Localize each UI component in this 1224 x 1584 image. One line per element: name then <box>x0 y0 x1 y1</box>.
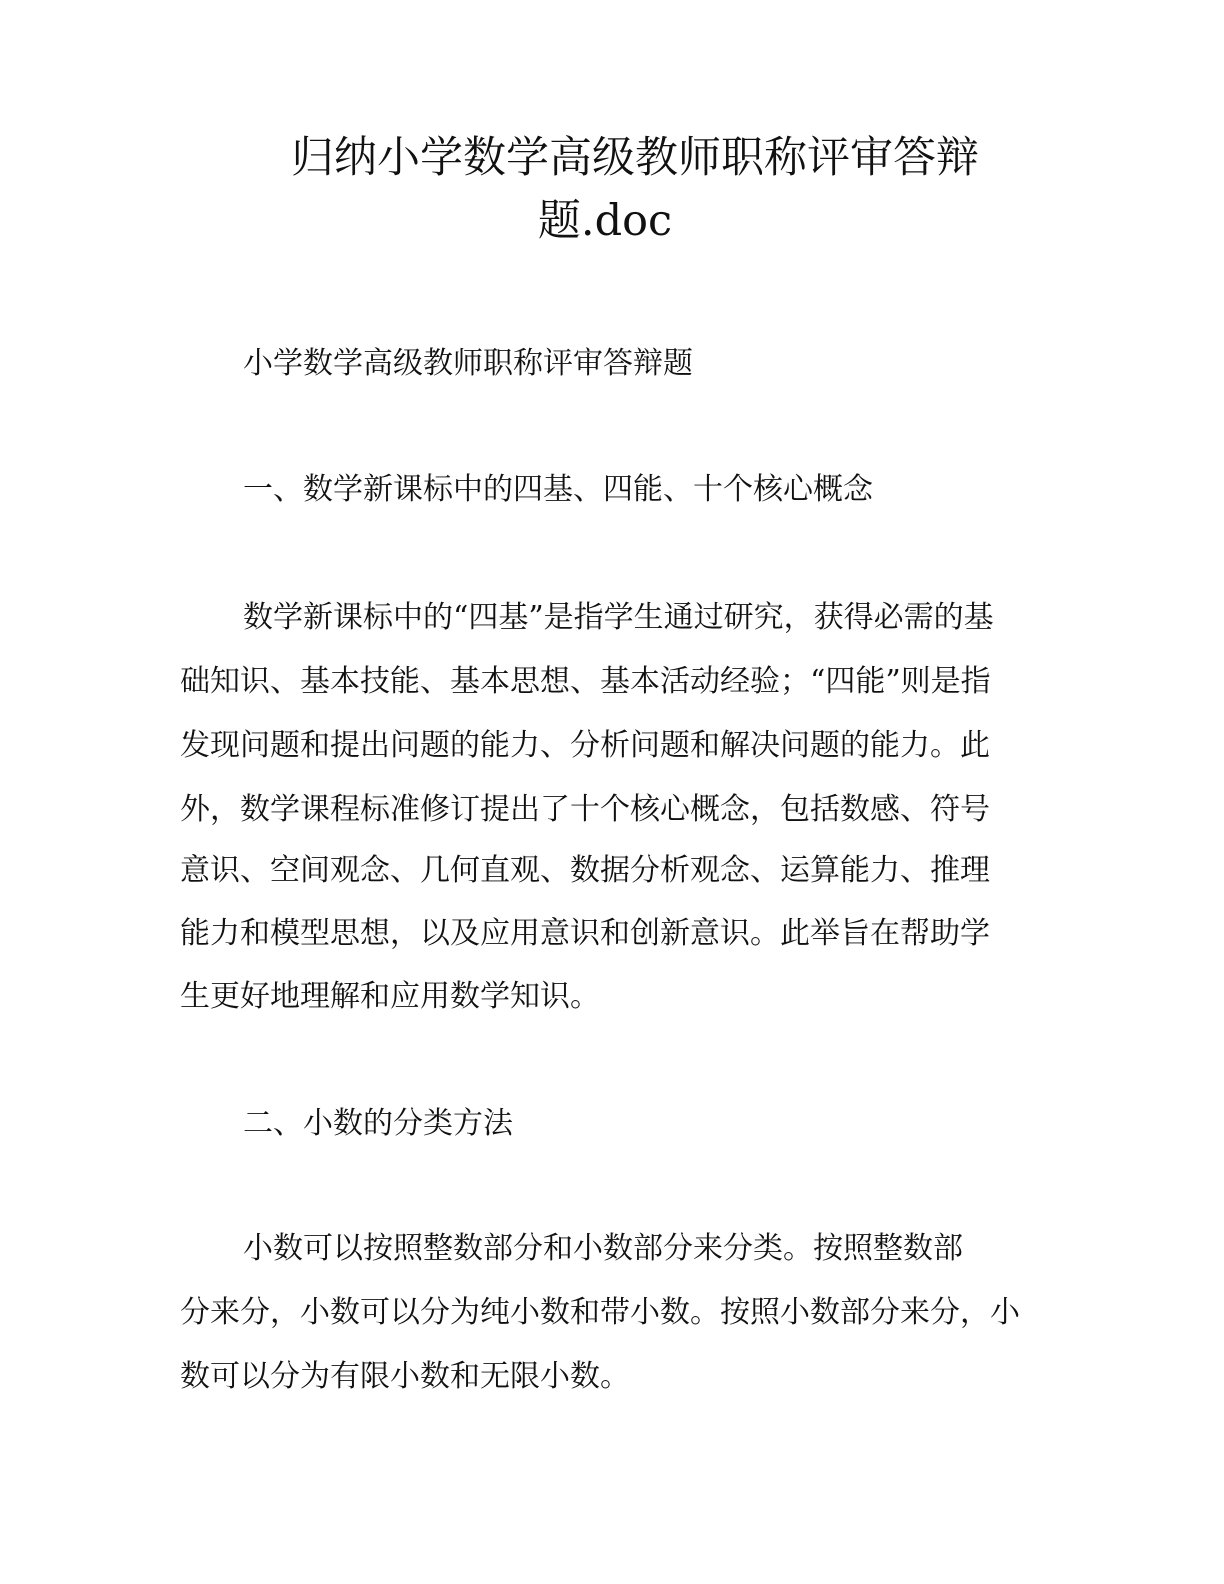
section-1-paragraph-line: 发现问题和提出问题的能力、分析问题和解决问题的能力。此 <box>180 728 990 763</box>
section-1-paragraph-line: 能力和模型思想，以及应用意识和创新意识。此举旨在帮助学 <box>180 916 990 951</box>
section-1-paragraph-line: 意识、空间观念、几何直观、数据分析观念、运算能力、推理 <box>180 853 990 888</box>
section-2-paragraph-line: 数可以分为有限小数和无限小数。 <box>180 1359 630 1394</box>
section-2-paragraph-line: 小数可以按照整数部分和小数部分来分类。按照整数部 <box>243 1231 963 1266</box>
section-2-heading: 二、小数的分类方法 <box>243 1106 513 1141</box>
section-1-paragraph-line: 外，数学课程标准修订提出了十个核心概念，包括数感、符号 <box>180 792 990 827</box>
document-title-line-1: 归纳小学数学高级教师职称评审答辩 <box>291 133 979 183</box>
section-1-paragraph-line: 础知识、基本技能、基本思想、基本活动经验；“四能”则是指 <box>180 664 991 699</box>
document-subtitle: 小学数学高级教师职称评审答辩题 <box>243 346 693 381</box>
section-2-paragraph-line: 分来分，小数可以分为纯小数和带小数。按照小数部分来分，小 <box>180 1295 1020 1330</box>
section-1-paragraph-line: 数学新课标中的“四基”是指学生通过研究，获得必需的基 <box>243 600 994 635</box>
section-1-heading: 一、数学新课标中的四基、四能、十个核心概念 <box>243 472 873 507</box>
document-title-line-2: 题.doc <box>537 196 673 246</box>
section-1-paragraph-line: 生更好地理解和应用数学知识。 <box>180 979 600 1014</box>
